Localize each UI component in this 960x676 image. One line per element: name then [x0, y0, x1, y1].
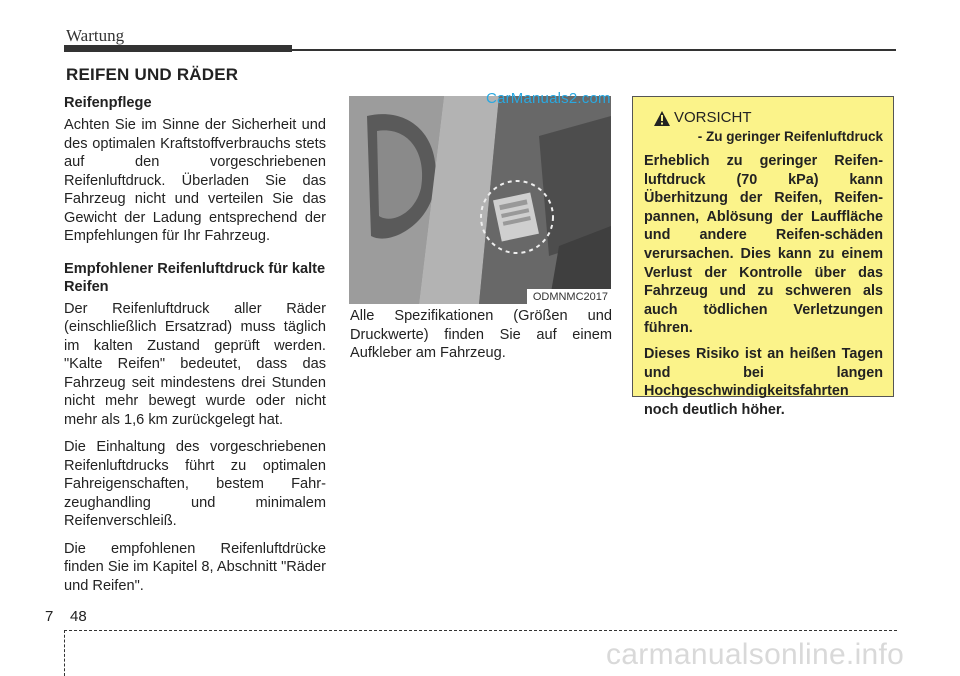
page-number: 48 — [70, 608, 87, 625]
caution-title: VORSICHT — [674, 109, 752, 126]
door-pillar-illustration — [349, 96, 611, 304]
figure-code: ODMNMC2017 — [527, 289, 611, 304]
paragraph-handling: Die Einhaltung des vorgeschriebenen Reifenluftdrucks führt zu optimalen Fahreigenschaften, bestem Fahr-zeughandling und minimalem Reifenverschleiß. — [64, 439, 326, 529]
heading-cold-pressure: Empfohlener Reifenluftdruck für kalte Reifen — [64, 260, 326, 295]
warning-triangle-icon — [654, 111, 670, 126]
caution-header — [644, 109, 883, 129]
paragraph-cold-pressure: Der Reifenluftdruck aller Räder (einschließlich Ersatzrad) muss täglich im kalten Zustand geprüft werden. "Kalte Reifen" bedeutet, dass das Fahrzeug seit mindestens drei Stunden nicht mehr bewegt wurde oder nicht mehr als 1,6 km zurückgelegt hat. — [64, 300, 326, 428]
caution-paragraph-1: Erheblich zu geringer Reifen-luftdruck (70 kPa) kann Überhitzung der Reifen, Reifen-pannen, Ablösung der Lauffläche und andere Reifen-schäden verursachen. Dies kann zu einem Verlust der Kontrolle über das Fahrzeug und zu schweren als auch tödlichen Verletzungen führen. — [644, 153, 883, 337]
site-watermark: carmanualsonline.info — [606, 638, 905, 671]
door-pillar-photo — [349, 96, 611, 304]
header-rule-thick — [64, 45, 292, 52]
paragraph-reference: Die empfohlenen Reifenluftdrücke finden Sie im Kapitel 8, Abschnitt "Räder und Reifen". — [64, 540, 326, 594]
caution-subtitle: - Zu geringer Reifenluftdruck — [697, 129, 883, 144]
footer-dashed-line — [64, 630, 897, 631]
figure-caption-column — [350, 307, 612, 372]
paragraph-tire-care: Achten Sie im Sinne der Sicherheit und des optimalen Kraftstoffverbrauchs stets auf den vorgeschriebenen Reifenluftdruck. Überladen Sie das Fahrzeug nicht und verteilen Sie das Gewicht der Ladung entsprechend der Empfehlungen für Ihr Fahrzeug. — [64, 117, 326, 244]
figure-caption: Alle Spezifikationen (Größen und Druckwerte) finden Sie auf einem Aufkleber am Fahrzeug. — [350, 308, 612, 361]
chapter-number: 7 — [45, 608, 54, 625]
caution-box — [632, 96, 894, 418]
header-rule-thin — [292, 49, 896, 51]
heading-tire-care: Reifenpflege — [64, 95, 152, 111]
page-title: REIFEN UND RÄDER — [66, 65, 239, 84]
caution-paragraph-2: Dieses Risiko ist an heißen Tagen und bei langen Hochgeschwindigkeitsfahrten noch deutlich höher. — [644, 345, 883, 418]
footer-dashed-divider — [64, 630, 65, 676]
left-column — [64, 94, 326, 604]
watermark-text: CarManuals2.com — [486, 90, 611, 107]
section-label: Wartung — [66, 26, 125, 45]
